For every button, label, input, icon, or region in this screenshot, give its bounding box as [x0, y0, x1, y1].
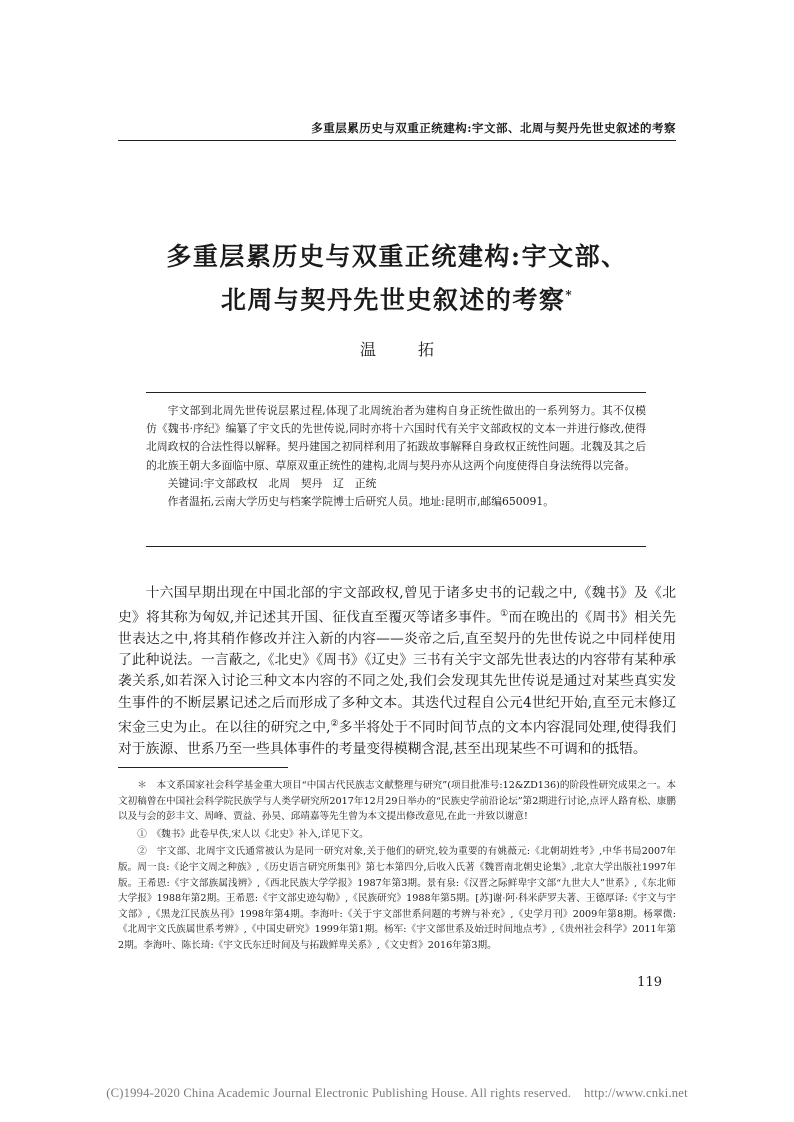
abstract-text: 宇文部到北周先世传说层累过程,体现了北周统治者为建构自身正统性做出的一系列努力。其不仅模仿《魏书·序纪》编纂了宇文氏的先世传说,同时亦将十六国时代有关宇文部政权的文本一并进行修改,使得北周政权的合法性得以解释。契丹建国之初同样利用了拓跋故事解释自身政权正统性问题。北魏及其之后的北族王朝大多面临中原、草原双重正统性的建构,北周与契丹亦从这两个向度使得自身法统得以完备。 — [146, 404, 646, 472]
author-affiliation: 作者温拓,云南大学历史与档案学院博士后研究人员。地址:昆明市,邮编650091。 — [167, 495, 555, 509]
body-text-2: 而在晚出的《周书》相关先世表达之中,将其稍作修改并注入新的内容——炎帝之后,直至契丹的先世传说之中同样使用了此种说法。一言蔽之,《北史》《周书》《辽史》三书有关宇文部先世表达的内容带有某种承袭关系,如若深入讨论三种文本内容的不同之处,我们会发现其先世传说是通过对某些真实发生事件的不断层累记述之后而形成了多种文本。其迭代过程自公元4世纪开始,直至元末修辽宋金三史为止。在以往的研究之中, — [118, 609, 677, 736]
body-text-3: 多半将处于不同时间节点的文本内容混同处理,使得我们对于族源、世系乃至一些具体事件的考量变得模糊含混,甚至出现某些不可调和的抵牾。 — [118, 719, 676, 757]
author-name: 温拓 — [359, 340, 476, 359]
abstract-block — [146, 402, 646, 511]
body-text-1: 十六国早期出现在中国北部的宇文部政权,曾见于诸多史书的记载之中,《魏书》及《北史》将其称为匈奴,并记述其开国、征伐直至覆灭等诸多事件。 — [118, 585, 676, 626]
footnote-1: ① 《魏书》此卷早佚,宋人以《北史》补入,详见下文。 — [137, 828, 369, 840]
body-paragraph — [118, 583, 676, 760]
page-number: 119 — [637, 975, 662, 990]
footnotes — [118, 778, 676, 956]
header-rule — [118, 140, 676, 141]
abstract-top-rule — [146, 392, 646, 393]
running-head: 多重层累历史与双重正统建构:宇文部、北周与契丹先世史叙述的考察 — [311, 121, 676, 135]
publisher-watermark: (C)1994-2020 China Academic Journal Electronic Publishing House. All rights reserved. http://www.cnki.net — [106, 1086, 688, 1100]
title-footnote-marker[interactable]: * — [565, 288, 574, 302]
title-line-1: 多重层累历史与双重正统建构:宇文部、 — [166, 242, 628, 271]
article-title — [118, 238, 676, 319]
footnote-funding: ＊ 本文系国家社会科学基金重大项目“中国古代民族志文献整理与研究”(项目批准号:12&ZD136)的阶段性研究成果之一。本文初稿曾在中国社会科学院民族学与人类学研究所2017年12月29日举办的“民族史学前沿论坛”第2期进行讨论,点评人路育松、康鹏以及与会的彭丰文、周峰、贾益、孙昊、邱靖嘉等先生曾为本文提出修改意见,在此一并致以谢意! — [118, 780, 676, 823]
footnote-ref-2[interactable]: ② — [330, 718, 339, 729]
title-line-2 — [118, 276, 676, 319]
title-line-2-text: 北周与契丹先世史叙述的考察 — [220, 285, 566, 315]
keywords: 关键词:宇文部政权 北周 契丹 辽 正统 — [167, 476, 377, 490]
footnote-ref-1[interactable]: ① — [500, 609, 509, 620]
abstract-bottom-rule — [146, 546, 646, 547]
footnote-2: ② 宇文部、北周宇文氏通常被认为是同一研究对象,关于他们的研究,较为重要的有姚薇元:《北朝胡姓考》,中华书局2007年版。周一良:《论宇文周之种族》,《历史语言研究所集刊》第七本第四分,后收入氏著《魏晋南北朝史论集》,北京大学出版社1997年版。王希恩:《宇文部族属浅辨》,《西北民族大学学报》1987年第3期。景有泉:《汉晋之际鲜卑宇文部“九世大人”世系》,《东北师大学报》1988年第2期。王希恩:《宇文部史迹勾勒》,《民族研究》1988年第5期。[苏]谢·阿·科米萨罗夫著、王德厚译:《宇文与宇文部》,《黑龙江民族丛刊》1998年第4期。李海叶:《关于宇文部世系问题的考辨与补充》,《史学月刊》2009年第8期。杨翠微:《北周宇文氏族属世系考辨》,《中国史研究》1999年第1期。杨军:《宇文部世系及始迁时间地点考》,《贵州社会科学》2011年第2期。李海叶、陈长琦:《宇文氏东迁时间及与拓跋鲜卑关系》,《文史哲》2016年第3期。 — [118, 846, 676, 951]
footnote-rule — [118, 767, 288, 768]
